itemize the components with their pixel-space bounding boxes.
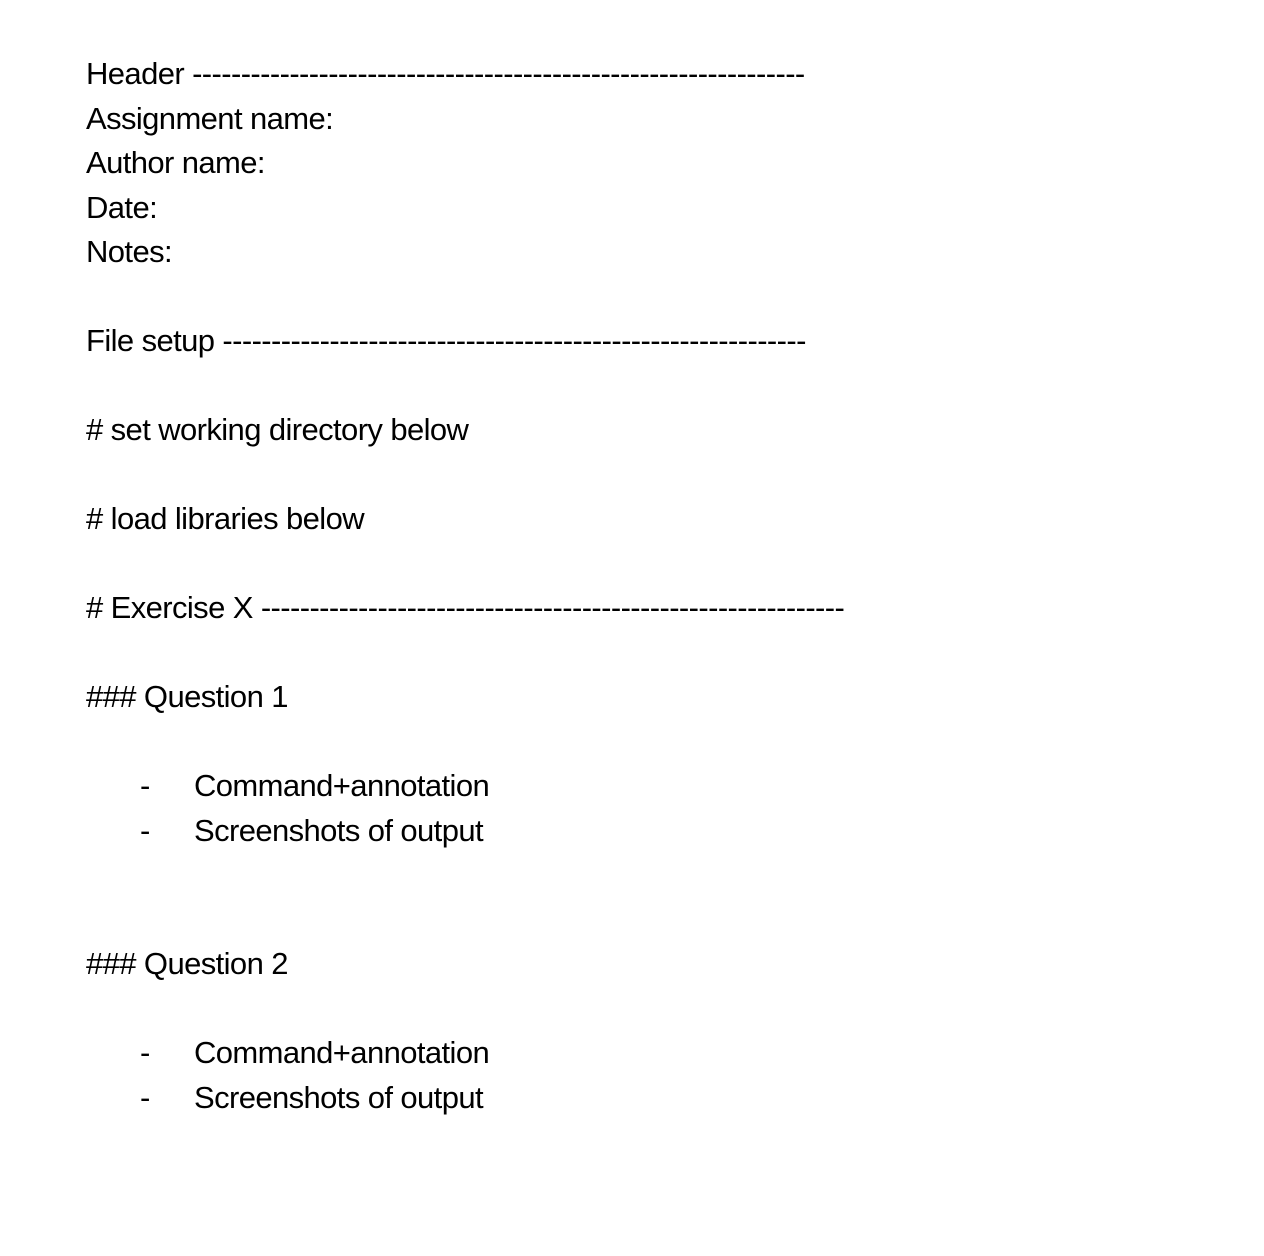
exercise-heading: # Exercise X ------------------------------------------------------------ [86,590,845,625]
date-label: Date: [86,189,158,225]
blank-line [86,898,1186,943]
header-heading: Header --------------------------------------------------------------- [86,56,805,91]
bullet-dash: - [140,768,150,803]
blank-line [86,720,1186,765]
list-item [86,764,1186,809]
blank-line [86,542,1186,587]
bullet-text: Command+annotation [194,1035,490,1070]
blank-line [86,364,1186,409]
file-setup-heading: File setup ------------------------------------------------------------ [86,323,806,358]
bullet-dash: - [140,1079,150,1115]
document-body [86,52,1186,1120]
blank-line [86,631,1186,676]
load-libraries-comment: # load libraries below [86,501,365,536]
bullet-dash: - [140,812,150,848]
list-item [86,809,1186,854]
question-2-heading: ### Question 2 [86,946,288,981]
list-item [86,1031,1186,1076]
question-1-heading: ### Question 1 [86,679,288,714]
blank-line [86,987,1186,1032]
blank-line [86,853,1186,898]
bullet-text: Command+annotation [194,768,490,803]
author-name-label: Author name: [86,145,265,180]
blank-line [86,275,1186,320]
list-item [86,1076,1186,1121]
blank-line [86,453,1186,498]
bullet-text: Screenshots of output [194,1079,483,1115]
working-directory-comment: # set working directory below [86,412,469,447]
bullet-dash: - [140,1035,150,1070]
assignment-name-label: Assignment name: [86,100,334,136]
bullet-text: Screenshots of output [194,812,483,848]
notes-label: Notes: [86,234,172,269]
